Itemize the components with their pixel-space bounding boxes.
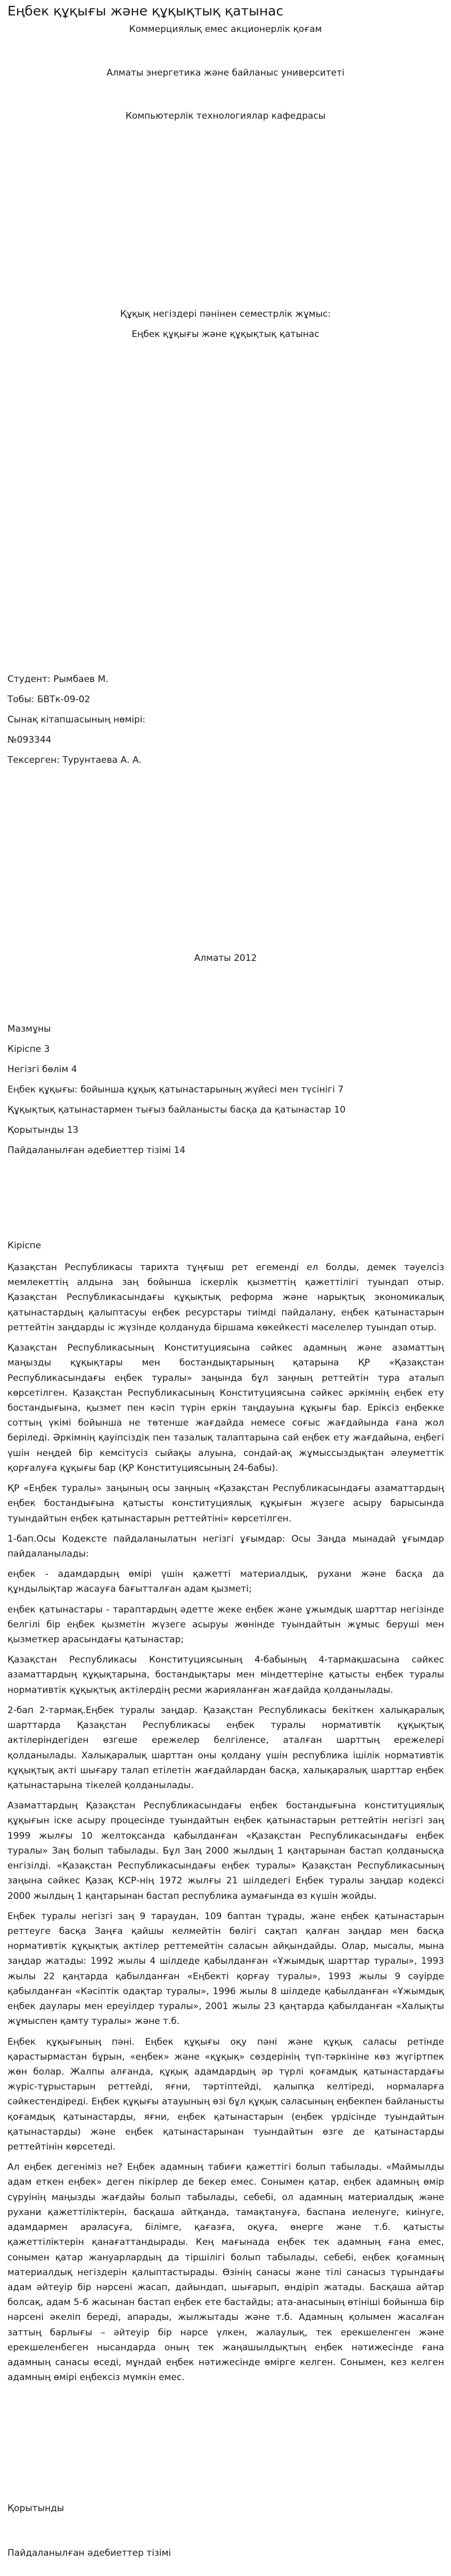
student-group: Тобы: БВТк-09-02 (7, 694, 91, 705)
toc-item: Кіріспе 3 (7, 1044, 50, 1055)
toc-heading: Мазмұны (7, 1024, 51, 1034)
toc-item: Пайдаланылған әдебиеттер тізімі 14 (7, 1145, 186, 1156)
intro-paragraph: еңбек қатынастары - тараптардың әдетте жеке еңбек және ұжымдық шарттар негізінде белгілі бір еңбек қызметін жүзеге асыруы жөнінде туындайтын жұмыс беруші мен қызметкер арасындағы қатынастар; (7, 1604, 444, 1645)
student-name: Студент: Рымбаев М. (7, 674, 109, 685)
intro-paragraph: 2-бап 2-тармақ.Еңбек туралы заңдар. Қазақстан Республикасы бекіткен халықаралық шарттарда Қазақстан Республикасы еңбек туралы нормативтік құқықтық актілеріндегіден өзгеше ережелер белгіленсе, аталған шарттың ережелері қолданылады. Халықаралық шарттан оны қолдану үшін республика ішілік нормативтік құқықтық акті шығару талап етілетін жағдайлардан басқа, халықаралық шарттар еңбек қатынастарына тікелей қолданылады. (7, 1705, 444, 1791)
toc-item: Құқықтық қатынастармен тығыз байланысты басқа да қатынастар 10 (7, 1105, 346, 1115)
document-title: Еңбек құқығы және құқықтық қатынас (7, 3, 284, 19)
intro-paragraph: ҚР «Еңбек туралы» заңының осы заңның «Қазақстан Республикасындағы азаматтардың еңбек бостандығына қатысты конституциялық құқығын жүзеге асыру барысында туындайтын еңбек қатынастарын реттейтіні» көрсетілген. (7, 1483, 444, 1524)
intro-paragraph: еңбек - адамдардың өмірі үшін қажетті материалдық, рухани және басқа да құндылықтар жасауға бағытталған адам қызметі; (7, 1569, 444, 1595)
intro-heading: Кіріспе (7, 1240, 42, 1251)
work-subject: Құқық негіздері пәнінен семестрлік жұмыс: (120, 309, 331, 319)
city-year: Алматы 2012 (194, 953, 257, 964)
intro-paragraph: Қазақстан Республикасының Конституциясына сәйкес адамның және азаматтың маңызды құқықтары мен бостандықтарының қатарына ҚР «Қазақстан Республикасындағы еңбек туралы» заңында бұл заңның реттейтін тура аталып көрсетілген. Қазақстан Республикасының Конституциясына сәйкес әркімнің еңбек ету бостандығына, қызмет пен кәсіп түрін еркін таңдауына құқығы бар. Еріксіз еңбекке соттың үкімі бойынша не төтенше жағдайда немесе соғыс жағдайында ғана жол беріледі. Әркімнің қауіпсіздік пен тазалық талаптарына сай еңбек ету жағдайына, еңбегі үшін неңдей бір кемсітусіз сыйақы алуына, сондай-ақ жұмыссыздықтан әлеуметтік қорғалуға құқығы бар (ҚР Конституциясының 24-бабы). (7, 1343, 444, 1474)
institution-type: Коммерциялық емес акционерлік қоғам (129, 24, 322, 35)
intro-paragraph: 1-бап.Осы Кодексте пайдаланылатын негізгі ұғымдар: Осы Заңда мынадай ұғымдар пайдаланылады: (7, 1533, 444, 1559)
toc-item: Қорытынды 13 (7, 1125, 79, 1135)
work-topic: Еңбек құқығы және құқықтық қатынас (132, 329, 319, 340)
department-name: Компьютерлік технологиялар кафедрасы (125, 111, 326, 121)
university-name: Алматы энергетика және байланыс университеті (106, 68, 345, 78)
intro-body (7, 1260, 444, 2391)
intro-paragraph: Азаматтардың Қазақстан Республикасындағы еңбек бостандығына конституциялық құқығын іске асыру процесінде туындайтын еңбек қатынастарын реттейтін негізгі заң 1999 жылғы 10 желтоқсанда қабылданған «Қазақстан Республикасындағы еңбек туралы» Заң болып табылады. Бұл Заң 2000 жылдың 1 қаңтарынан бастап қолданысқа енгізілді. «Қазақстан Республикасындағы еңбек туралы» Қазақстан Республикасының заңына сәйкес Қазақ КСР-нің 1972 жылғы 21 шілдедегі Еңбек туралы заңдар кодексі 2000 жылдың 1 қаңтарынан бастап республика аумағында өз күшін жойды. (7, 1800, 444, 1902)
references-heading: Пайдаланылған әдебиеттер тізімі (7, 2548, 171, 2558)
conclusion-heading: Қорытынды (7, 2503, 64, 2514)
checker-name: Тексерген: Турунтаева А. А. (7, 755, 142, 766)
intro-paragraph: Қазақстан Республикасы тарихта тұңғыш рет егеменді ел болды, демек тәуелсіз мемлекеттің алдына заң бойынша іскерлік қызметтің қажеттілігі туындап отыр. Қазақстан Республикасындағы құқықтық реформа және нарықтық экономикалық қатынастардың қалыптасуы еңбек ресурстары тиімді пайдалану, еңбек қатынастарын реттейтін заңдарды іс жүзінде қолдануда біршама көкейкесті мәселелер туындап отыр. (7, 1262, 444, 1333)
intro-paragraph: Еңбек туралы негізгі заң 9 тараудан, 109 баптан тұрады, және еңбек қатынастарын реттеуге басқа Заңға қайшы келмейтін бөлігі сақтап қалған заңдар мен басқа нормативтік құқықтық актілер реттемейтін саласын айқындайды. Олар, мысалы, мына заңдар жатады: 1992 жылы 4 шілдеде қабылданған «Ұжымдық шарттар туралы», 1993 жылы 22 қаңтарда қабылданған «Еңбекті қорғау туралы», 1993 жылы 9 сәуірде қабылданған «Кәсіптік одақтар туралы», 1996 жылы 8 шілдеде қабылданған «Ұжымдық еңбек даулары мен ереуілдер туралы», 2001 жылы 23 қаңтарда қабылданған «Халықты жұмыспен қамту туралы» және т.б. (7, 1911, 444, 2027)
toc-item: Негізгі бөлім 4 (7, 1064, 77, 1075)
record-book-label: Сынақ кітапшасының нөмірі: (7, 714, 146, 725)
intro-paragraph: Ал еңбек дегеніміз не? Еңбек адамның табиғи қажеттігі болып табылады. «Маймылды адам еткен еңбек» деген пікірлер де бекер емес. Сонымен қатар, еңбек адамның өмір сүруінің маңызды жағдайы болып табылады, себебі, ол адамның материалдық және рухани қажеттіліктерін, басқаша айтқанда, тамақтануға, баспана иеленуге, киінуге, адамдармен араласуға, білімге, қағазға, оқуға, өнерге және т.б. қатысты қажеттіліктерін қанағаттандырады. Кең мағынада еңбек тек адамның ғана емес, сонымен қатар жануарлардың да тіршілігі болып табылады, себебі, еңбек қоғамның материалдық негіздерін қалыптастырады. Өзінің санасы және тілі санасыз түрындағы адам әйтеуір бір нәрсені жасап, дайындап, шығарып, өндіріп жатады. Басқаша айтар болсақ, адам 5-6 жасынан бастап еңбек ете бастайды; ата-анасының өтініші бойынша бір нәрсені әкеліп береді, апарады, жылжытады және т.б. Адамның қолымен жасалған заттың барлығы – әйтеуір бір нәрсе үлкен, жалаулық, тек ерекшеленген және ерекшеленбеген нысандарда оның тек жаңашылдықтың еңбек нәтижесінде ғана адамның санасы өседі, мұндай еңбек нәтижесінде өмірге келген. Сонымен, кез келген адамның өмірі еңбексіз мүмкін емес. (7, 2162, 444, 2383)
intro-paragraph: Еңбек құқығының пәні. Еңбек құқығы оқу пәні және құқық саласы ретінде қарастырмастан бұрын, «еңбек» және «құқық» сөздерінің түп-тәркініне көз жүгіртпек жөн болар. Жалпы алғанда, құқық адамдардың әр түрлі қоғамдық қатынастардағы жүріс-тұрыстарын реттейді, яғни, тәртіптейді, қалыпқа келтіреді, нормаларға сәйкестендіреді. Еңбек құқығы атауының өзі бұл құқық саласының еңбекпен байланысты қоғамдық қатынастарды, яғни, еңбек қатынастарын (еңбек үрдісінде туындайтын қатынастарды) және еңбек қатынастарынан туындайтын өзге де қатынастарды реттейтінін көрсетеді. (7, 2036, 444, 2153)
record-book-number: №093344 (7, 735, 52, 745)
toc-item: Еңбек құқығы: бойынша құқық қатынастарының жүйесі мен түсінігі 7 (7, 1084, 344, 1095)
intro-paragraph: Қазақстан Республикасы Конституциясының 4-бабының 4-тармақшасына сәйкес азаматтардың құқықтарына, бостандықтары мен міндеттеріне қатысты еңбек туралы нормативтік құқықтық актілердің ресми жарияланған жағдайда қолданылады. (7, 1655, 444, 1696)
